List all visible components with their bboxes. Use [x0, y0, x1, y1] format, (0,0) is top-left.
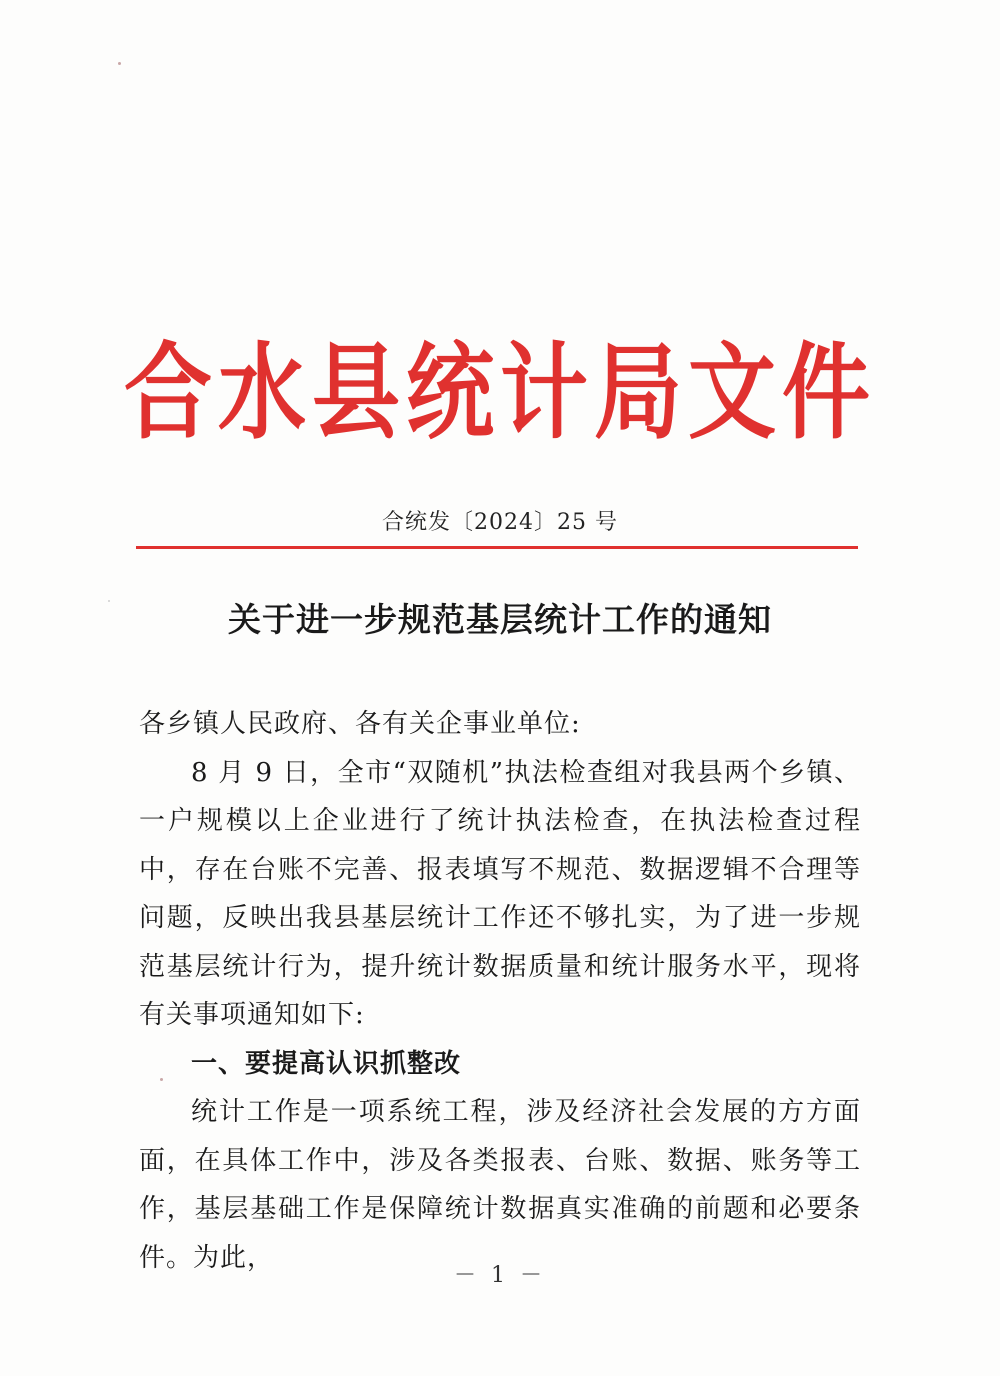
body-paragraph: 8 月 9 日，全市“双随机”执法检查组对我县两个乡镇、一户规模以上企业进行了统计执法检查，在执法检查过程中，存在台账不完善、报表填写不规范、数据逻辑不合理等问题，反映出我县基层统计工作还不够扎实，为了进一步规范基层统计行为，提升统计数据质量和统计服务水平，现将有关事项通知如下: — [139, 757, 861, 1030]
page-number: － 1 － — [454, 1263, 546, 1288]
notice-title: 关于进一步规范基层统计工作的通知 — [228, 600, 772, 639]
section-paragraph: 统计工作是一项系统工程，涉及经济社会发展的方方面面，在具体工作中，涉及各类报表、台账、数据、账务等工作，基层基础工作是保障统计数据真实准确的前题和必要条件。为此， — [139, 1097, 861, 1273]
paper-speck — [108, 600, 110, 602]
section-heading: 一、要提高认识抓整改 — [191, 1048, 462, 1079]
document-header-title: 合水县统计局文件 — [123, 331, 876, 454]
document-number: 合统发〔2024〕25 号 — [382, 510, 618, 535]
notice-body — [139, 700, 861, 1282]
paper-speck — [160, 1078, 163, 1081]
red-divider-line — [136, 546, 858, 549]
salutation: 各乡镇人民政府、各有关企事业单位: — [139, 709, 581, 739]
paper-speck — [118, 62, 121, 65]
